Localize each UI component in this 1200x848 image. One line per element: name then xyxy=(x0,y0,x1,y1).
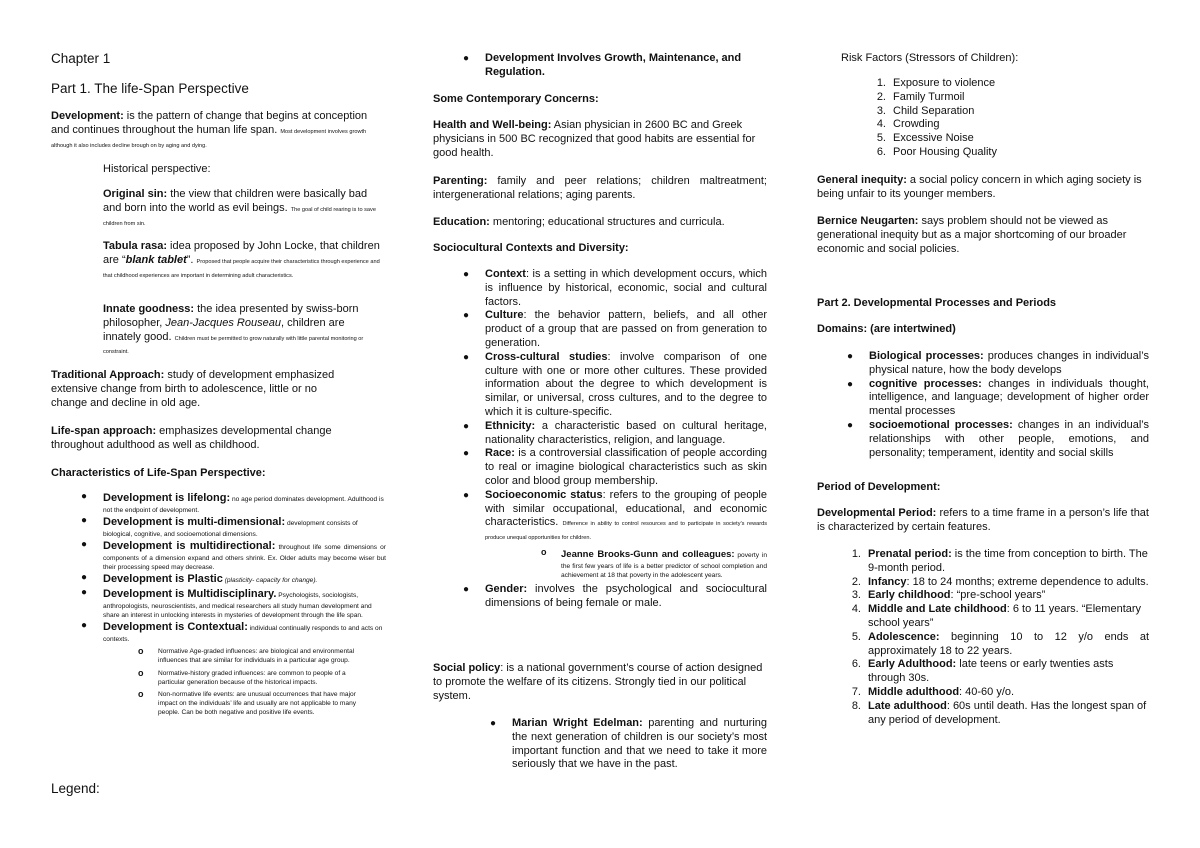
development-paragraph xyxy=(51,110,369,151)
tabula-rasa-term: Tabula rasa: xyxy=(103,240,167,252)
tabula-rasa-paragraph: Tabula rasa: idea proposed by John Locke, that children are “blank tablet”. Proposed that people acquire their characteristics through experience and that childhood experiences are important in determining adult characteristics. xyxy=(103,240,380,279)
list-item: 6. Early Adulthood: late teens or early twenties asts through 30s. xyxy=(851,658,1114,685)
bullet-icon: ● xyxy=(81,620,88,632)
innate-goodness-note: Children must be permitted to grow naturally with little parental monitoring or constraint. xyxy=(103,335,364,356)
historical-heading: Historical perspective: xyxy=(103,163,211,175)
list-item: 1. Exposure to violence xyxy=(876,77,996,89)
list-item: 6. Poor Housing Quality xyxy=(876,145,997,158)
parenting-term: Parenting: xyxy=(433,175,488,187)
list-item: 3. Child Separation xyxy=(876,104,975,117)
edelman-bullet: ● Marian Wright Edelman: parenting and nurturing the next generation of children is our society’s most important function and that we need to take it more seriously that we have in the past. xyxy=(490,717,767,771)
list-item: ● Cross-cultural studies: involve comparison of one culture with one or more other cultures. These provided information about the degree to which development is similar, or universal, cross cultures, and to the degree to which it is culture-specific. xyxy=(463,350,767,418)
domains-heading: Domains: (are intertwined) xyxy=(817,323,956,335)
bullet-icon: ● xyxy=(81,572,88,584)
circle-bullet-icon: o xyxy=(138,689,144,700)
list-item: ● Culture: the behavior pattern, beliefs, and all other product of a group that are passed on from generation to generation. xyxy=(463,309,767,349)
traditional-approach-paragraph xyxy=(51,369,351,410)
bullet-icon: ● xyxy=(463,489,470,501)
lifespan-approach-term: Life-span approach: xyxy=(51,425,157,437)
growth-bullet: ● Development Involves Growth, Maintenance, and Regulation. xyxy=(463,52,742,78)
original-sin-note: The goal of child rearing is to save children from sin. xyxy=(103,206,376,227)
list-item: 2. Infancy: 18 to 24 months; extreme dependence to adults. xyxy=(851,575,1149,588)
circle-bullet-icon: o xyxy=(138,667,144,678)
part2-title: Part 2. Developmental Processes and Periods xyxy=(817,297,1057,309)
general-inequity-term: General inequity: xyxy=(817,174,907,186)
list-item: o Normative-history graded influences: are common to people of a particular generation because of the historical impacts. xyxy=(138,667,346,686)
bullet-icon: ● xyxy=(81,515,88,526)
bullet-icon: ● xyxy=(81,491,88,502)
development-term: Development: xyxy=(51,110,124,122)
bullet-icon: ● xyxy=(847,378,854,390)
bullet-icon: ● xyxy=(463,310,470,322)
list-item: ● Development is multidirectional: throughout life some dimensions or components of a dimension expand and others shrink. Ex. Older adults may become wiser but their processing speed may decrease. xyxy=(81,539,386,571)
neugarten-paragraph: Bernice Neugarten: says problem should not be viewed as generational inequity but as a major shortcoming of our broader economic and social policies. xyxy=(817,215,1127,255)
list-item: 8. Late adulthood: 60s until death. Has the longest span of any period of development. xyxy=(851,699,1147,726)
development-note: Most development involves growth although it also includes decline brough on by aging and dying. xyxy=(51,128,367,149)
original-sin-term: Original sin: xyxy=(103,188,168,200)
social-policy-paragraph: Social policy: is a national government’s course of action designed to promote the welfare of its citizens. Strongly tied in our political system. xyxy=(433,662,763,702)
bullet-icon: ● xyxy=(463,269,470,280)
list-item: 3. Early childhood: “pre-school years” xyxy=(851,589,1046,602)
blank-tablet-phrase: blank tablet xyxy=(125,253,187,266)
list-item: ● Biological processes: produces changes in individual’s physical nature, how the body develops xyxy=(847,350,1149,376)
list-item: ● Development is multi-dimensional: development consists of biological, cognitive, and socioemotional dimensions. xyxy=(81,515,358,538)
lifespan-approach-paragraph xyxy=(51,425,351,453)
health-term: Health and Well-being: xyxy=(433,119,552,131)
list-item: ● Context: is a setting in which development occurs, which is influence by historical, economic, social and cultural factors. xyxy=(463,268,767,308)
list-item: 2. Family Turmoil xyxy=(876,90,965,103)
circle-bullet-icon: o xyxy=(138,646,144,657)
part1-title: Part 1. The life-Span Perspective xyxy=(51,81,249,96)
developmental-period-paragraph: Developmental Period: refers to a time frame in a person’s life that is characterized by certain features. xyxy=(817,507,1149,533)
characteristics-heading: Characteristics of Life-Span Perspective: xyxy=(51,467,266,479)
list-item: 5. Adolescence: beginning 10 to 12 y/o ends at approximately 18 to 22 years. xyxy=(851,630,1149,657)
risk-factors-heading: Risk Factors (Stressors of Children): xyxy=(841,52,1019,64)
innate-goodness-term: Innate goodness: xyxy=(103,303,195,315)
traditional-approach-definition: study of development emphasized extensive change from birth to adolescence, little or no change and decline in old age. xyxy=(51,369,335,409)
bullet-icon: ● xyxy=(81,587,88,598)
rousseau-name: Jean-Jacques Rouseau xyxy=(165,316,281,329)
lifespan-approach-definition: emphasizes developmental change throughout adulthood as well as childhood. xyxy=(51,425,332,451)
domains-list xyxy=(847,350,1150,460)
list-item: ● Development is lifelong: no age period dominates development. Adulthood is not the endpoint of development. xyxy=(81,491,384,514)
general-inequity-paragraph: General inequity: a social policy concern in which aging society is being unfair to its younger members. xyxy=(817,174,1142,200)
original-sin-definition: the view that children were basically bad and born into the world as evil beings. xyxy=(103,188,368,214)
periods-list xyxy=(851,548,1149,727)
bullet-icon: ● xyxy=(463,53,470,64)
list-item: ● Race: is a controversial classification of people according to real or imagine biological characteristics such as skin color and blood group membership. xyxy=(463,447,767,487)
list-item: 4. Middle and Late childhood: 6 to 11 years. “Elementary school years” xyxy=(851,603,1142,629)
bullet-icon: ● xyxy=(81,539,88,550)
original-sin-paragraph xyxy=(103,188,383,229)
list-item: ● Gender: involves the psychological and sociocultural dimensions of being female or male. xyxy=(463,583,767,609)
bullet-icon: ● xyxy=(847,419,854,431)
education-paragraph: Education: mentoring; educational structures and curricula. xyxy=(433,216,725,228)
list-item: ● Development is Multidisciplinary. Psychologists, sociologists, anthropologists, neuroscientists, and medical researchers all study human development and share an interest in unlocking interests in mysteries of development through the life span. xyxy=(81,587,372,619)
neugarten-term: Bernice Neugarten: xyxy=(817,215,919,227)
innate-goodness-paragraph: Innate goodness: the idea presented by swiss-born philosopher, Jean-Jacques Rouseau, children are innately good. Children must be permitted to grow naturally with little parental monitoring or constraint. xyxy=(103,303,364,356)
bullet-icon: ● xyxy=(463,584,470,596)
characteristics-list xyxy=(81,491,386,718)
list-item: 7. Middle adulthood: 40-60 y/o. xyxy=(851,685,1015,698)
innate-goodness-definition: the idea presented by swiss-born philosopher, xyxy=(103,303,359,329)
period-heading: Period of Development: xyxy=(817,481,941,493)
list-item: o Normative Age-graded influences: are biological and environmental influences that are similar for individuals in a particular age group. xyxy=(138,646,355,665)
health-paragraph: Health and Well-being: Asian physician in 2600 BC and Greek physicians in 500 BC recognized that good habits are essential for good health. xyxy=(433,119,756,159)
list-item: ● Development is Plastic (plasticity- capacity for change). xyxy=(81,572,318,586)
list-item: o Non-normative life events: are unusual occurrences that have major impact on the individuals’ life and usually are not applicable to many people. Can be both negative and positive life events. xyxy=(138,689,357,717)
chapter-title: Chapter 1 xyxy=(51,51,111,66)
list-item: 5. Excessive Noise xyxy=(876,132,974,145)
concerns-heading: Some Contemporary Concerns: xyxy=(433,93,599,105)
development-definition: is the pattern of change that begins at conception and continues throughout the human life span. xyxy=(51,110,368,136)
parenting-paragraph: Parenting: family and peer relations; children maltreatment; intergenerational relations; aging parents. xyxy=(433,175,767,201)
education-term: Education: xyxy=(433,216,490,228)
social-policy-term: Social policy xyxy=(433,662,501,674)
sociocultural-list xyxy=(463,268,767,611)
circle-bullet-icon: o xyxy=(541,546,547,557)
tabula-rasa-definition: idea proposed by John Locke, that children are “ xyxy=(103,240,380,266)
list-item: 4. Crowding xyxy=(876,118,940,131)
risk-factors-list xyxy=(876,77,1143,160)
list-item: ● Development is Contextual: individual continually responds to and acts on contexts. o Normative Age-graded influences: are biological and environmental influences that are similar for individuals in a particular age group. o Normative-history graded influences: are common to people of a particular generation because of the historical impacts. o Non-normative life events: are unusual occurrences that have major impact on the individuals’ life and usually are not applicable to many people. Can be both negative and positive life events. xyxy=(81,620,383,717)
bullet-icon: ● xyxy=(463,448,470,460)
bullet-icon: ● xyxy=(463,351,470,363)
bullet-icon: ● xyxy=(463,420,470,432)
list-item: ● Socioeconomic status: refers to the grouping of people with similar occupational, educational, and economic characteristics. Difference in ability to control resources and to participate in society’s rewards produce unequal opportunities for children. o Jeanne Brooks-Gunn and colleagues: poverty in the first few years of life is a better predictor of school completion and achievement at 18 that poverty in the adolescent years. xyxy=(463,488,767,579)
list-item: ● Ethnicity: a characteristic based on cultural heritage, nationality characteristics, religion, and language. xyxy=(463,419,767,446)
sociocultural-heading: Sociocultural Contexts and Diversity: xyxy=(433,242,629,254)
list-item: ● socioemotional processes: changes in an individual’s relationships with other people, emotions, and personality; temperament, identity and social skills xyxy=(847,418,1150,459)
brooks-gunn-subitem: o Jeanne Brooks-Gunn and colleagues: poverty in the first few years of life is a better predictor of school completion and achievement at 18 that poverty in the adolescent years. xyxy=(541,546,767,579)
traditional-approach-term: Traditional Approach: xyxy=(51,369,165,381)
developmental-period-term: Developmental Period: xyxy=(817,507,937,519)
list-item: 1. Prenatal period: is the time from conception to birth. The 9-month period. xyxy=(851,548,1148,574)
bullet-icon: ● xyxy=(490,718,497,729)
list-item: ● cognitive processes: changes in individuals thought, intelligence, and language; development of higher order mental processes xyxy=(847,377,1149,418)
bullet-icon: ● xyxy=(847,351,854,362)
legend-label: Legend: xyxy=(51,781,100,796)
tabula-rasa-note: Proposed that people acquire their characteristics through experience and that childhood experiences are important in determining adult characteristics. xyxy=(103,258,380,279)
